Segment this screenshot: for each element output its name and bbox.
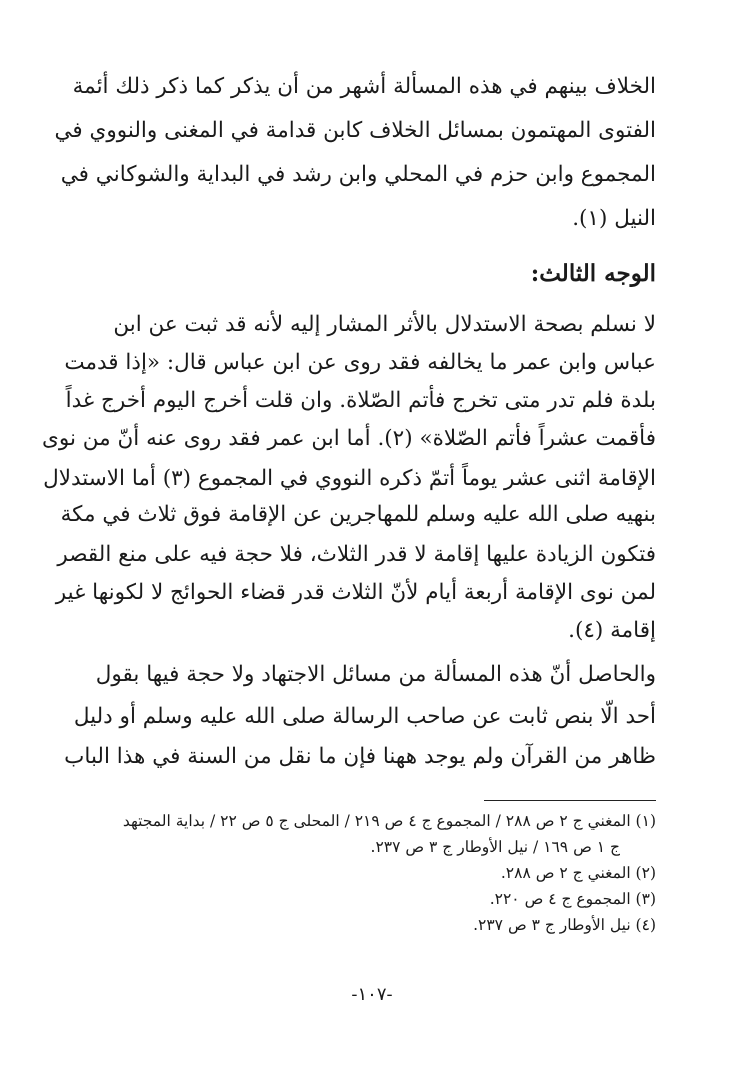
para2-line-5: الإقامة اثنى عشر يوماً أتمّ ذكره النووي في المجموع (٣) أما الاستدلال [43, 466, 656, 491]
para2-line-3: بلدة فلم تدر متى تخرج فأتم الصّلاة. وان قلت أخرج اليوم أخرج غداً [65, 388, 656, 413]
footnote-3: (٣) المجموع ج ٤ ص ٢٢٠. [489, 890, 656, 908]
para3-line-3: ظاهر من القرآن ولم يوجد ههنا فإن ما نقل من السنة في هذا الباب [64, 744, 656, 769]
para1-line-4: النيل (١). [572, 206, 656, 231]
page-number: -١٠٧- [351, 984, 393, 1005]
section-heading: الوجه الثالث: [530, 260, 656, 287]
footnote-2: (٢) المغني ج ٢ ص ٢٨٨. [500, 864, 656, 882]
para1-line-1: الخلاف بينهم في هذه المسألة أشهر من أن يذكر كما ذكر ذلك أئمة [72, 74, 656, 99]
para2-line-8: لمن نوى الإقامة أربعة أيام لأنّ الثلاث قدر قضاء الحوائج لا لكونها غير [55, 580, 656, 605]
para2-line-7: فتكون الزيادة عليها إقامة لا قدر الثلاث، فلا حجة فيه على منع القصر [57, 542, 656, 567]
para1-line-2: الفتوى المهتمون بمسائل الخلاف كابن قدامة في المغنى والنووي في [54, 118, 656, 143]
para2-line-1: لا نسلم بصحة الاستدلال بالأثر المشار إليه لأنه قد ثبت عن ابن [113, 312, 656, 337]
para2-line-2: عباس وابن عمر ما يخالفه فقد روى عن ابن عباس قال: «إذا قدمت [64, 350, 656, 375]
para3-line-1: والحاصل أنّ هذه المسألة من مسائل الاجتهاد ولا حجة فيها بقول [95, 662, 656, 687]
footnote-separator [484, 800, 656, 801]
para2-line-4: فأقمت عشراً فأتم الصّلاة» (٢). أما ابن عمر فقد روى عنه أنّ من نوى [42, 426, 656, 451]
footnote-1: (١) المغني ج ٢ ص ٢٨٨ / المجموع ج ٤ ص ٢١٩ / المحلى ج ٥ ص ٢٢ / بداية المجتهد [122, 812, 656, 830]
footnote-1-cont: ج ١ ص ١٦٩ / نيل الأوطار ج ٣ ص ٢٣٧. [370, 838, 620, 856]
para2-line-9: إقامة (٤). [568, 618, 656, 643]
para3-line-2: أحد الّا بنص ثابت عن صاحب الرسالة صلى الله عليه وسلم أو دليل [73, 704, 656, 729]
para1-line-3: المجموع وابن حزم في المحلي وابن رشد في البداية والشوكاني في [60, 162, 656, 187]
footnote-4: (٤) نيل الأوطار ج ٣ ص ٢٣٧. [473, 916, 656, 934]
para2-line-6: بنهيه صلى الله عليه وسلم للمهاجرين عن الإقامة فوق ثلاث في مكة [60, 502, 656, 527]
